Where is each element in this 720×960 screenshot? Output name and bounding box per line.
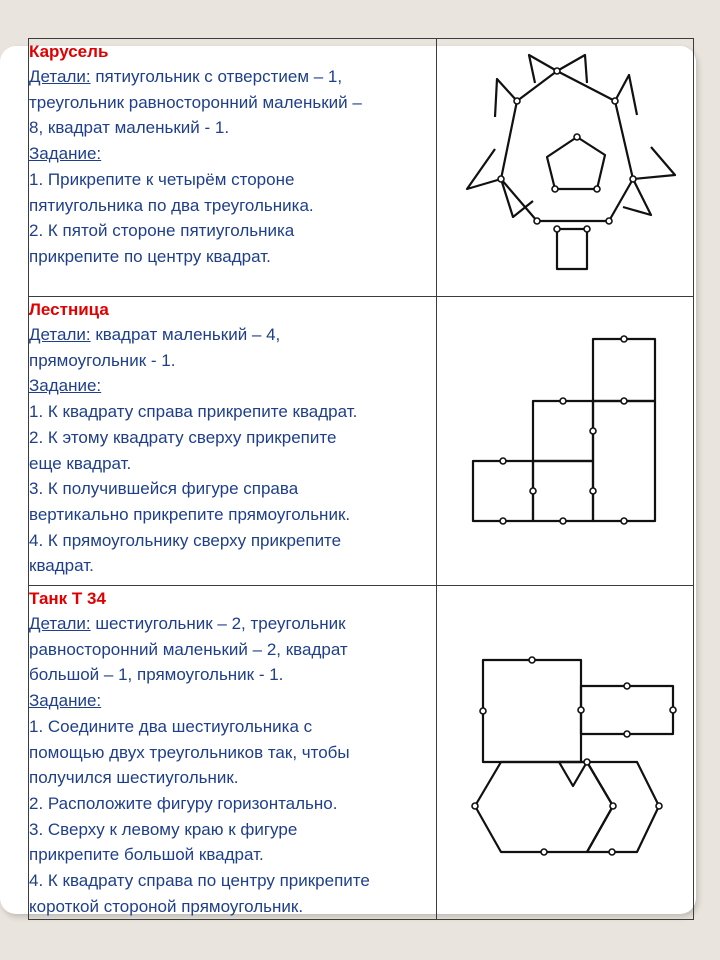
task-title: Лестница <box>29 300 109 319</box>
task-line: 1. К квадрату справа прикрепите квадрат. <box>29 402 358 422</box>
task-line: 2. К пятой стороне пятиугольника <box>29 221 295 241</box>
task-row-carousel <box>29 39 694 297</box>
figure-cell <box>436 297 693 586</box>
task-line: получился шестиугольник. <box>29 768 239 788</box>
details-line: Детали: пятиугольник с отверстием – 1, <box>29 67 343 86</box>
task-line: короткой стороной прямоугольник. <box>29 896 304 916</box>
details-line: треугольник равносторонний маленький – <box>29 92 362 112</box>
task-line: помощью двух треугольников так, чтобы <box>29 742 350 762</box>
task-text-cell <box>29 586 437 920</box>
task-line: 4. К прямоугольнику сверху прикрепите <box>29 530 342 550</box>
carousel-figure-icon <box>437 39 693 295</box>
details-line: 8, квадрат маленький - 1. <box>29 118 230 138</box>
task-line: еще квадрат. <box>29 453 132 473</box>
details-label: Детали: <box>29 614 91 633</box>
details-line: прямоугольник - 1. <box>29 350 176 370</box>
task-line: 1. Прикрепите к четырём стороне <box>29 169 295 189</box>
task-line: прикрепите по центру квадрат. <box>29 246 271 266</box>
task-label: Задание: <box>29 691 102 711</box>
details-line: равносторонний маленький – 2, квадрат <box>29 639 348 659</box>
task-title: Карусель <box>29 42 109 61</box>
figure-cell <box>436 586 693 920</box>
details-label: Детали: <box>29 67 91 86</box>
task-text-cell <box>29 297 437 586</box>
task-label: Задание: <box>29 376 102 396</box>
task-line: прикрепите большой квадрат. <box>29 845 264 865</box>
ladder-figure-icon <box>437 297 693 583</box>
figure-cell <box>436 39 693 297</box>
task-line: 4. К квадрату справа по центру прикрепите <box>29 871 370 891</box>
task-line: пятиугольника по два треугольника. <box>29 195 314 215</box>
task-line: квадрат. <box>29 556 94 576</box>
task-line: 1. Соедините два шестиугольника с <box>29 716 313 736</box>
task-text-cell <box>29 39 437 297</box>
task-line: 2. К этому квадрату сверху прикрепите <box>29 427 337 447</box>
details-label: Детали: <box>29 325 91 344</box>
task-line: вертикально прикрепите прямоугольник. <box>29 504 351 524</box>
task-title: Танк Т 34 <box>29 589 106 608</box>
details-line: Детали: шестиугольник – 2, треугольник <box>29 614 346 633</box>
task-line: 3. Сверху к левому краю к фигуре <box>29 819 298 839</box>
task-label: Задание: <box>29 144 102 164</box>
task-line: 2. Расположите фигуру горизонтально. <box>29 793 338 813</box>
task-table <box>28 38 694 920</box>
details-line: большой – 1, прямоугольник - 1. <box>29 665 284 685</box>
task-row-tank <box>29 586 694 920</box>
task-line: 3. К получившейся фигуре справа <box>29 479 299 499</box>
task-row-ladder <box>29 297 694 586</box>
tank-figure-icon <box>437 586 693 916</box>
details-line: Детали: квадрат маленький – 4, <box>29 325 281 344</box>
